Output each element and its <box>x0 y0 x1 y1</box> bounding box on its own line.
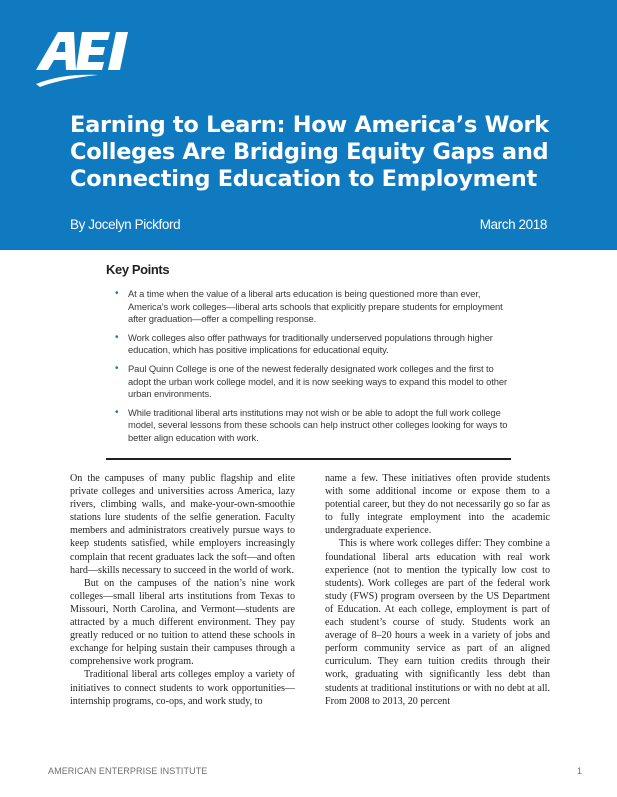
key-point-text: Work colleges also offer pathways for traditionally underserved populations through higher education, which has positive implications for educational equity. <box>128 331 493 356</box>
aei-logo <box>36 30 146 88</box>
key-point-item <box>113 332 510 357</box>
author-byline: By Jocelyn Pickford <box>70 217 181 232</box>
bullet-icon: • <box>115 362 119 374</box>
body-column-left <box>70 472 295 708</box>
publication-date: March 2018 <box>479 217 547 232</box>
key-point-text: While traditional liberal arts institutions may not wish or be able to adopt the full work college model, several lessons from these schools can help instruct other colleges looking for ways to better align education with work. <box>128 406 508 443</box>
key-point-text: At a time when the value of a liberal arts education is being questioned more than ever, America’s work colleges—liberal arts schools that explicitly prepare students for employment after graduation—offer a compelling response. <box>128 288 503 325</box>
key-point-item <box>113 363 510 401</box>
key-point-text: Paul Quinn College is one of the newest federally designated work colleges and the first to adopt the urban work college model, and it is now seeking ways to expand this model to other urban environments. <box>128 362 508 400</box>
body-paragraph: On the campuses of many public flagship and elite private colleges and universities across America, lazy rivers, climbing walls, and make-your-own-smoothie stations lure students of the selfie generation. Faculty members and administrators creatively pursue ways to keep students satisfied, while employers increasingly complain that recent graduates lack the soft—and often hard—skills necessary to succeed in the world of work. <box>70 473 295 576</box>
body-paragraph: But on the campuses of the nation’s nine work colleges—small liberal arts institutions from Texas to Missouri, North Carolina, and Vermont—students are attracted by a much different environment. They pay greatly reduced or no tuition to attend these schools in exchange for helping sustain their campuses through a comprehensive work program. <box>70 577 295 668</box>
report-title: Earning to Learn: How America’s Work Colleges Are Bridging Equity Gaps and Connecting Education to Employment <box>70 112 549 192</box>
bullet-icon: • <box>115 406 119 418</box>
body-column-right <box>325 472 550 708</box>
footer-organization: AMERICAN ENTERPRISE INSTITUTE <box>48 766 208 776</box>
header-banner <box>0 0 617 250</box>
key-points-heading: Key Points <box>106 262 170 277</box>
bullet-icon: • <box>115 331 119 343</box>
key-point-item <box>113 407 510 445</box>
bullet-icon: • <box>115 288 119 299</box>
body-paragraph: Traditional liberal arts colleges employ a variety of initiatives to connect students to work opportunities—internship programs, co-ops, and work study, to <box>70 669 295 707</box>
key-points-divider <box>106 458 511 460</box>
body-paragraph: name a few. These initiatives often provide students with some additional income or expose them to a potential career, but they do not necessarily go so far as to fully integrate employment into the academic undergraduate experience. <box>325 473 550 537</box>
page-number: 1 <box>577 766 583 776</box>
key-point-item <box>113 288 510 326</box>
key-points-list <box>113 288 510 451</box>
body-paragraph: This is where work colleges differ: They combine a foundational liberal arts education with real work experience (not to mention the typically low cost to students). Work colleges are part of the federal work study (FWS) program overseen by the US Department of Education. At each college, employment is part of each student’s course of study. Students work an average of 8–20 hours a week in a variety of jobs and perform community service as part of an aligned curriculum. They earn tuition credits through their work, graduating with significantly less debt than students at traditional institutions or with no debt at all. From 2008 to 2013, 20 percent <box>325 538 550 707</box>
